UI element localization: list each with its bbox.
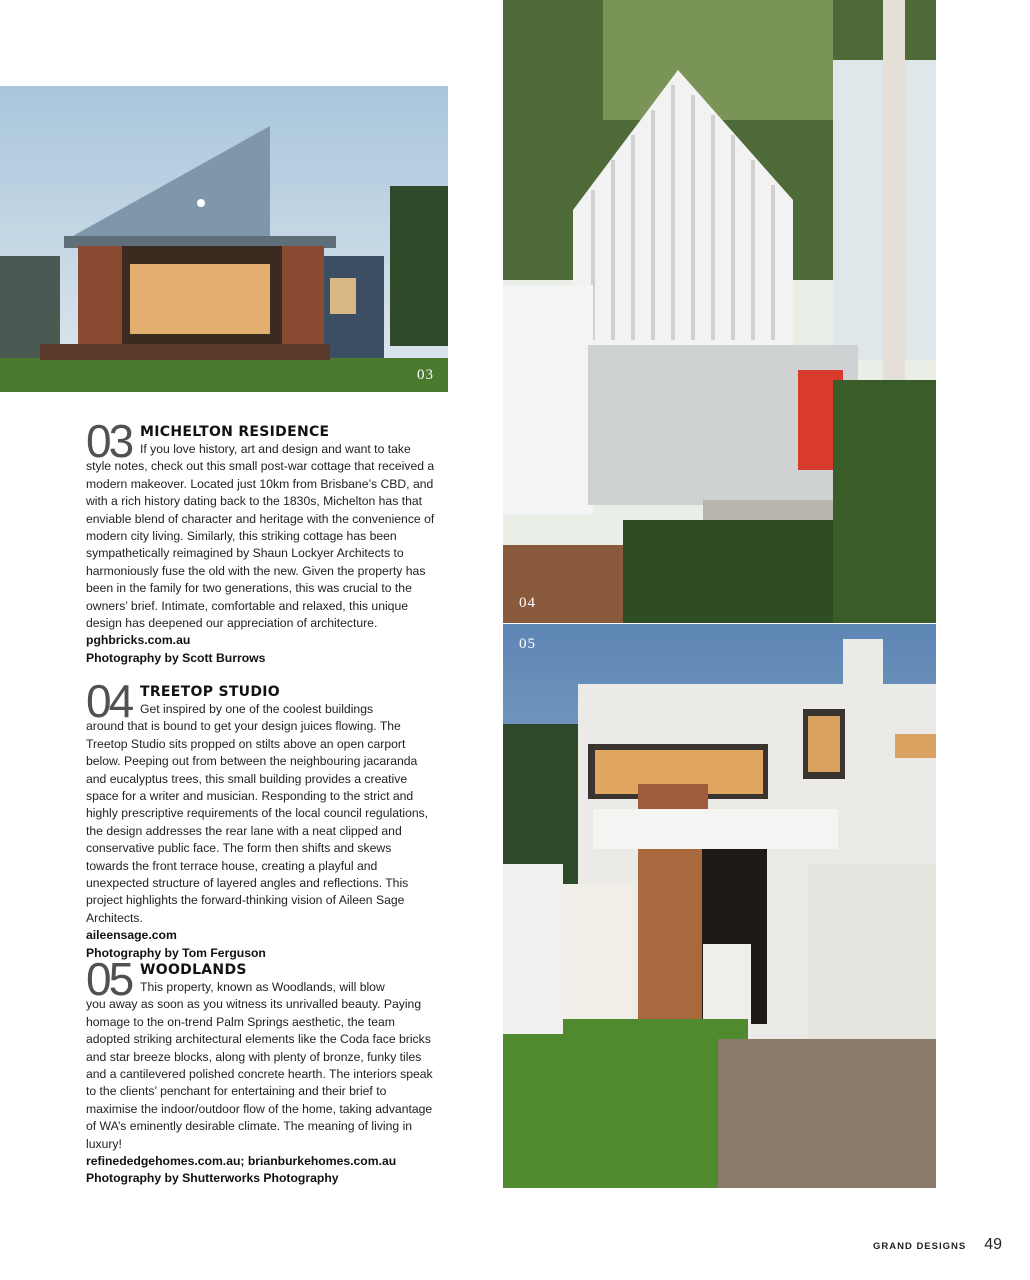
article-title: WOODLANDS (140, 962, 247, 978)
page-footer (873, 1236, 1002, 1254)
magazine-name: GRAND DESIGNS (872, 1241, 967, 1252)
article-lead: This property, known as Woodlands, will blow (140, 980, 385, 994)
article-lead: If you love history, art and design and want to take (140, 442, 411, 456)
photo-credit: Photography by Shutterworks Photography (86, 1171, 339, 1186)
article-body: style notes, check out this small post-war cottage that received a modern makeover. Located just 10km from Brisbane’s CBD, and with a rich history dating back to the 1830s, Michelton has that enviable blend of character and heritage with the convenience of modern city living. Similarly, this striking cottage has been sympathetically reimagined by Shaun Lockyer Architects to harmoniously fuse the old with the new. Given the property has been in the family for two generations, this was crucial to the owners’ brief. Intimate, comfortable and relaxed, this unique design has deepened our appreciation of architecture. (86, 459, 435, 631)
photo-credit: Photography by Scott Burrows (86, 650, 266, 665)
article-lead: Get inspired by one of the coolest buildings (140, 702, 374, 716)
photo-treetop-studio (503, 0, 936, 623)
photo-number: 04 (519, 595, 536, 611)
article-body: around that is bound to get your design juices flowing. The Treetop Studio sits propped on stilts above an open carport below. Peeping out from between the neighbouring jacaranda and eucalyptus trees, this small building provides a creative space for a writer and musician. Responding to the strict and highly prescriptive requirements of the local council regulations, the design addresses the rear lane with a neat clipped and conservative public face. The form then shifts and skews towards the front terrace house, creating a playful and unexpected structure of layered angles and reflections. This project highlights the forward-thinking vision of Aileen Sage Architects. (86, 719, 429, 925)
article-title: MICHELTON RESIDENCE (140, 424, 330, 440)
article-number: 03 (86, 415, 132, 467)
article-body: you away as soon as you witness its unrivalled beauty. Paying homage to the on-trend Palm Springs aesthetic, the team adopted striking architectural elements like the Coda face bricks and star breeze blocks, along with plenty of bronze, funky tiles and a cantilevered polished concrete hearth. The interiors speak to the clients’ penchant for entertaining and their brief to maximise the indoor/outdoor flow of the home, taking advantage of WA’s eminently desirable climate. The meaning of living in luxury! (86, 997, 433, 1151)
photo-woodlands (503, 624, 936, 1188)
photo-number: 03 (417, 367, 434, 383)
article-link[interactable]: pghbricks.com.au (86, 633, 191, 648)
photo-number: 05 (519, 636, 536, 652)
photo-michelton-residence (0, 86, 448, 392)
photo-credit: Photography by Tom Ferguson (86, 945, 266, 960)
article-michelton-residence (86, 415, 436, 667)
article-number: 05 (86, 953, 132, 1005)
article-treetop-studio (86, 675, 436, 962)
page-number: 49 (984, 1236, 1002, 1253)
article-woodlands (86, 953, 436, 1188)
article-link[interactable]: refinededgehomes.com.au; brianburkehomes.com.au (86, 1154, 397, 1169)
article-link[interactable]: aileensage.com (86, 928, 177, 943)
article-title: TREETOP STUDIO (140, 684, 280, 700)
article-number: 04 (86, 675, 132, 727)
